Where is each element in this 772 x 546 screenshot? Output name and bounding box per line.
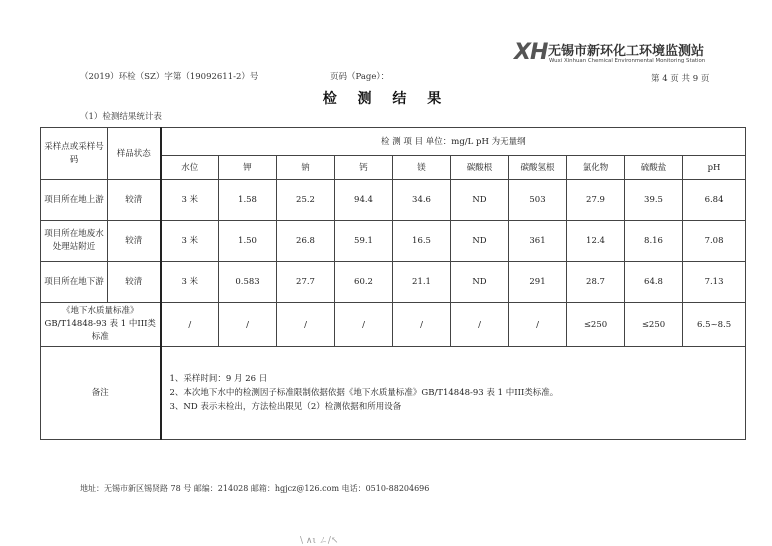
value-cell: 25.2 <box>277 180 335 221</box>
note-line: 2、本次地下水中的检测因子标准限制依据依据《地下水质量标准》GB/T14848-93 表 1 中III类标准。 <box>169 388 559 398</box>
header-item: 水位 <box>161 156 219 180</box>
standard-value-cell: / <box>393 303 451 347</box>
table-row <box>41 180 746 221</box>
header-item: 钾 <box>219 156 277 180</box>
value-cell: 26.8 <box>277 221 335 262</box>
value-cell: 3 米 <box>161 221 219 262</box>
value-cell: 60.2 <box>335 262 393 303</box>
header-item: 碳酸氢根 <box>509 156 567 180</box>
sample-point-cell: 项目所在地废水处理站附近 <box>41 221 108 262</box>
sample-point-cell: 项目所在地下游 <box>41 262 108 303</box>
bottom-scribble: \ ∧ι ㄥ/↖ <box>300 536 339 546</box>
value-cell: 39.5 <box>625 180 683 221</box>
report-number: （2019）环检（SZ）字第（19092611-2）号 <box>80 72 259 82</box>
header-item: 钙 <box>335 156 393 180</box>
standard-value-cell: / <box>161 303 219 347</box>
value-cell: 1.50 <box>219 221 277 262</box>
note-line: 1、采样时间：9 月 26 日 <box>169 374 268 384</box>
value-cell: 34.6 <box>393 180 451 221</box>
standard-value-cell: ≤250 <box>567 303 625 347</box>
value-cell: 59.1 <box>335 221 393 262</box>
value-cell: 361 <box>509 221 567 262</box>
standard-label: 《地下水质量标准》GB/T14848-93 表 1 中III类标准 <box>41 303 161 347</box>
value-cell: 6.84 <box>683 180 746 221</box>
value-cell: ND <box>451 262 509 303</box>
standard-value-cell: 6.5~8.5 <box>683 303 746 347</box>
standard-value-cell: / <box>509 303 567 347</box>
notes-content <box>161 347 746 440</box>
header-item: 钠 <box>277 156 335 180</box>
header-test-items: 检 测 项 目 单位：mg/L pH 为无量纲 <box>161 128 746 156</box>
value-cell: 3 米 <box>161 262 219 303</box>
standard-row <box>41 303 746 347</box>
sample-state-cell: 较清 <box>108 221 161 262</box>
value-cell: 12.4 <box>567 221 625 262</box>
value-cell: 21.1 <box>393 262 451 303</box>
sample-state-cell: 较清 <box>108 262 161 303</box>
header-sample-point: 采样点或采样号码 <box>41 128 108 180</box>
table-header-row <box>41 128 746 156</box>
station-logo-mark: XH <box>514 40 548 65</box>
notes-label: 备注 <box>41 347 161 440</box>
footer-contact: 地址：无锡市新区锡贤路 78 号 邮编：214028 邮箱：hgjcz@126.com 电话：0510-88204696 <box>80 484 430 493</box>
value-cell: 291 <box>509 262 567 303</box>
value-cell: 27.7 <box>277 262 335 303</box>
results-table <box>40 127 746 440</box>
standard-value-cell: ≤250 <box>625 303 683 347</box>
value-cell: 27.9 <box>567 180 625 221</box>
table-caption: （1）检测结果统计表 <box>80 112 162 122</box>
table-row <box>41 221 746 262</box>
value-cell: ND <box>451 180 509 221</box>
value-cell: 3 米 <box>161 180 219 221</box>
sample-state-cell: 较清 <box>108 180 161 221</box>
value-cell: 28.7 <box>567 262 625 303</box>
value-cell: ND <box>451 221 509 262</box>
header-item: 氯化物 <box>567 156 625 180</box>
header-sample-state: 样品状态 <box>108 128 161 180</box>
value-cell: 94.4 <box>335 180 393 221</box>
value-cell: 0.583 <box>219 262 277 303</box>
header-item: 镁 <box>393 156 451 180</box>
value-cell: 7.13 <box>683 262 746 303</box>
note-line: 3、ND 表示未检出，方法检出限见（2）检测依据和所用设备 <box>169 402 402 412</box>
notes-row <box>41 347 746 440</box>
value-cell: 16.5 <box>393 221 451 262</box>
value-cell: 7.08 <box>683 221 746 262</box>
header-item: 碳酸根 <box>451 156 509 180</box>
station-name-cn: 无锡市新环化工环境监测站 <box>548 44 705 59</box>
standard-value-cell: / <box>277 303 335 347</box>
value-cell: 64.8 <box>625 262 683 303</box>
standard-value-cell: / <box>219 303 277 347</box>
station-name-en: Wuxi Xinhuan Chemical Environmental Monitoring Station <box>549 58 706 64</box>
value-cell: 503 <box>509 180 567 221</box>
header-item: pH <box>683 156 746 180</box>
table-row <box>41 262 746 303</box>
page-title: 检 测 结 果 <box>322 91 450 107</box>
page-label: 页码（Page）： <box>330 72 390 82</box>
standard-value-cell: / <box>451 303 509 347</box>
value-cell: 1.58 <box>219 180 277 221</box>
standard-value-cell: / <box>335 303 393 347</box>
header-item: 硫酸盐 <box>625 156 683 180</box>
page-info: 第 4 页 共 9 页 <box>651 74 710 84</box>
value-cell: 8.16 <box>625 221 683 262</box>
sample-point-cell: 项目所在地上游 <box>41 180 108 221</box>
